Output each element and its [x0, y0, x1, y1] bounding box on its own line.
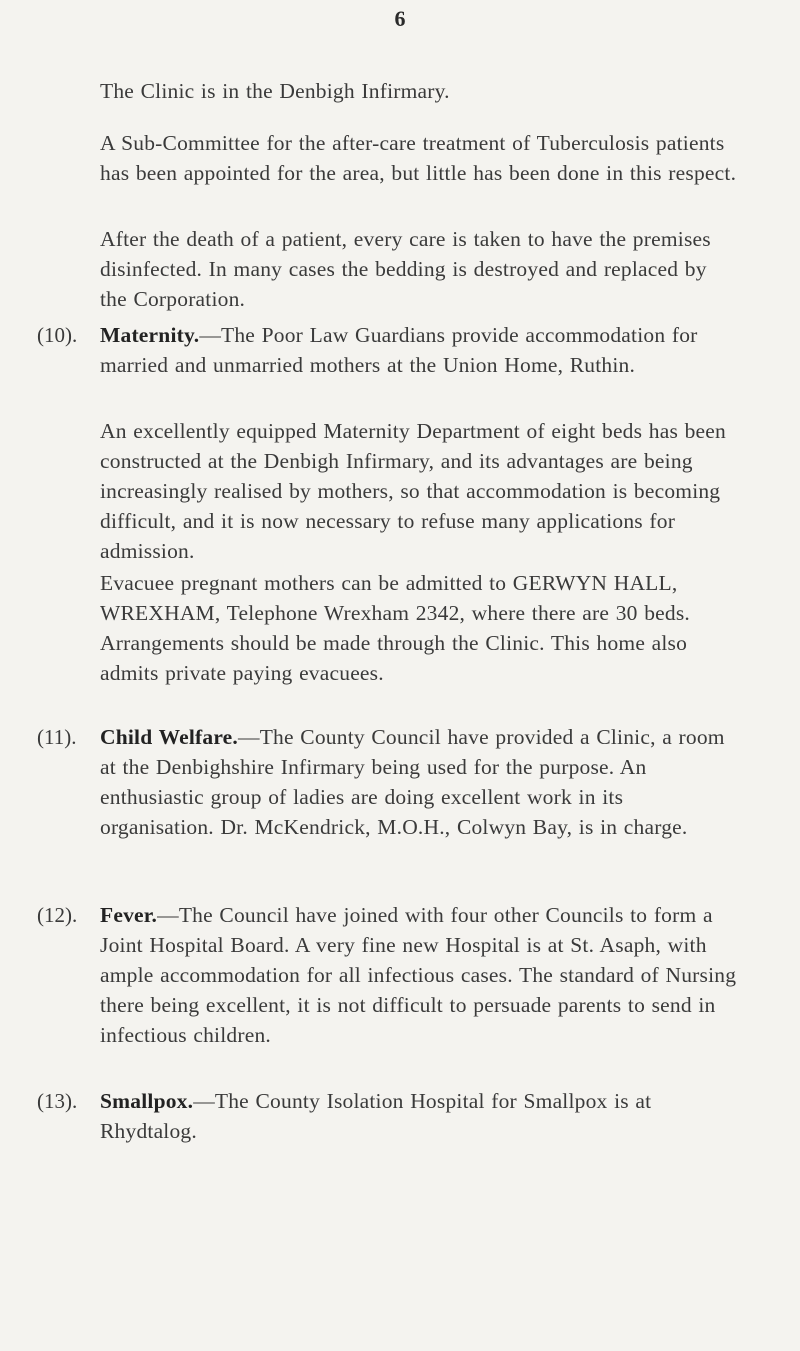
fever-paragraph	[100, 900, 740, 1050]
smallpox-paragraph	[100, 1086, 740, 1146]
section-number-13: (13).	[37, 1089, 78, 1113]
child-welfare-heading: Child Welfare.	[100, 725, 238, 749]
smallpox-text: —The County Isolation Hospital for Smallpox is at Rhydtalog.	[100, 1089, 652, 1143]
maternity-paragraph-2: An excellently equipped Maternity Department of eight beds has been constructed at the Denbigh Infirmary, and its advantages are being increasingly realised by mothers, so that accommodation is becoming difficult, and it is now necessary to refuse many applications for admission.	[100, 419, 726, 563]
maternity-paragraph-3: Evacuee pregnant mothers can be admitted to GERWYN HALL, WREXHAM, Telephone Wrexham 2342, where there are 30 beds. Arrangements should be made through the Clinic. This home also admits private paying evacuees.	[100, 571, 690, 685]
intro-disinfection-paragraph: After the death of a patient, every care is taken to have the premises disinfected. In many cases the bedding is destroyed and replaced by the Corporation.	[100, 227, 711, 311]
maternity-heading: Maternity.	[100, 323, 200, 347]
fever-text: —The Council have joined with four other Councils to form a Joint Hospital Board. A very fine new Hospital is at St. Asaph, with ample accommodation for all infectious cases. The standard of Nursing there being excellent, it is not difficult to persuade parents to send in infectious children.	[100, 903, 737, 1047]
section-number-11: (11).	[37, 725, 77, 749]
maternity-text-1: —The Poor Law Guardians provide accommodation for married and unmarried mothers at the Union Home, Ruthin.	[100, 323, 698, 377]
child-welfare-text: —The County Council have provided a Clinic, a room at the Denbighshire Infirmary being used for the purpose. An enthusiastic group of ladies are doing excellent work in its organisation. Dr. McKendrick, M.O.H., Colwyn Bay, is in charge.	[100, 725, 725, 839]
section-number-12: (12).	[37, 903, 78, 927]
section-number-10: (10).	[37, 323, 78, 347]
child-welfare-paragraph	[100, 722, 740, 842]
intro-tuberculosis-paragraph: A Sub-Committee for the after-care treatment of Tuberculosis patients has been appointed for the area, but little has been done in this respect.	[100, 131, 737, 185]
fever-heading: Fever.	[100, 903, 158, 927]
smallpox-heading: Smallpox.	[100, 1089, 194, 1113]
page-number: 6	[394, 6, 406, 31]
intro-clinic-location: The Clinic is in the Denbigh Infirmary.	[100, 79, 450, 103]
maternity-paragraph-1	[100, 320, 740, 380]
